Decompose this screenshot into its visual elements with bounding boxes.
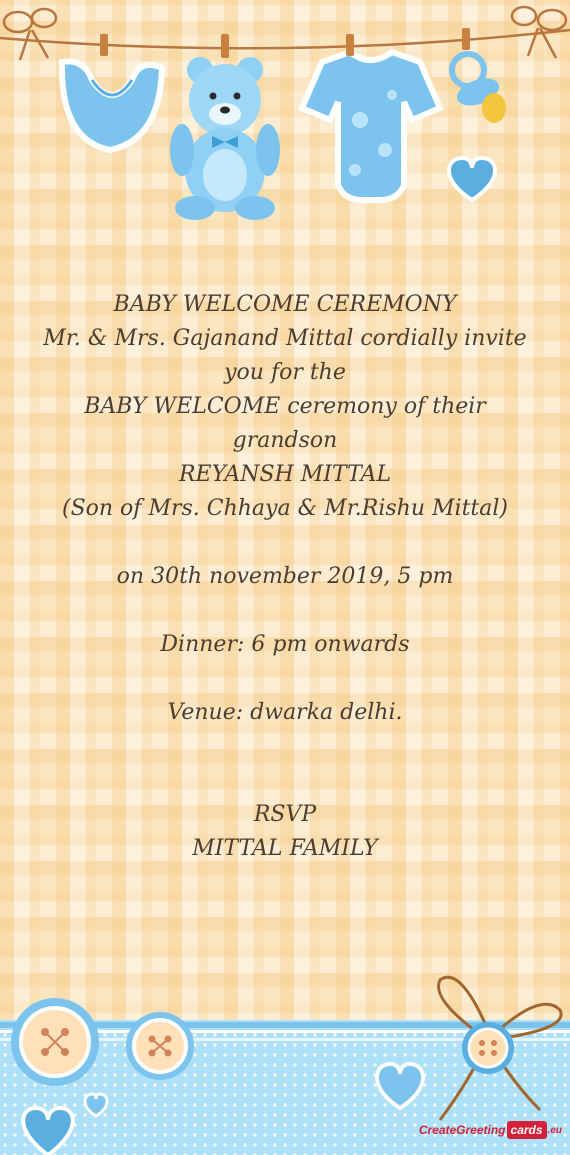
button-icon <box>11 998 99 1086</box>
spacer <box>20 594 550 628</box>
pacifier-icon <box>452 28 506 123</box>
heart-icon <box>449 158 495 200</box>
spacer <box>20 662 550 696</box>
rsvp-label: RSVP <box>253 802 317 827</box>
baby-name: REYANSH MITTAL <box>178 462 392 487</box>
button-icon <box>126 1012 194 1080</box>
date-time: on 30th november 2019, 5 pm <box>116 564 454 589</box>
clothesline-rope <box>0 30 570 48</box>
brand-watermark <box>419 1115 562 1145</box>
brand-text: CreateGreeting <box>418 1123 506 1137</box>
invitation-title: BABY WELCOME CEREMONY <box>113 292 457 317</box>
spacer <box>20 526 550 560</box>
invite-line-1: Mr. & Mrs. Gajanand Mittal cordially invite <box>43 326 527 351</box>
invite-line-2: you for the <box>224 360 346 385</box>
spacer <box>20 730 550 764</box>
clothesline-illustration <box>0 0 570 240</box>
dinner-info: Dinner: 6 pm onwards <box>160 632 410 657</box>
invite-line-4: grandson <box>232 428 338 453</box>
invite-line-3: BABY WELCOME ceremony of their <box>84 394 486 419</box>
bib-icon <box>62 34 162 150</box>
rsvp-name: MITTAL FAMILY <box>192 836 378 861</box>
onesie-icon <box>302 34 440 200</box>
button-icon <box>462 1022 514 1074</box>
venue-info: Venue: dwarka delhi. <box>167 700 403 725</box>
invitation-text <box>20 288 550 866</box>
brand-text: cards <box>507 1121 547 1139</box>
spacer <box>20 764 550 798</box>
left-bow-icon <box>4 9 56 60</box>
parents-line: (Son of Mrs. Chhaya & Mr.Rishu Mittal) <box>62 496 508 521</box>
teddy-bear-icon <box>170 34 280 220</box>
brand-text: .eu <box>547 1124 562 1136</box>
